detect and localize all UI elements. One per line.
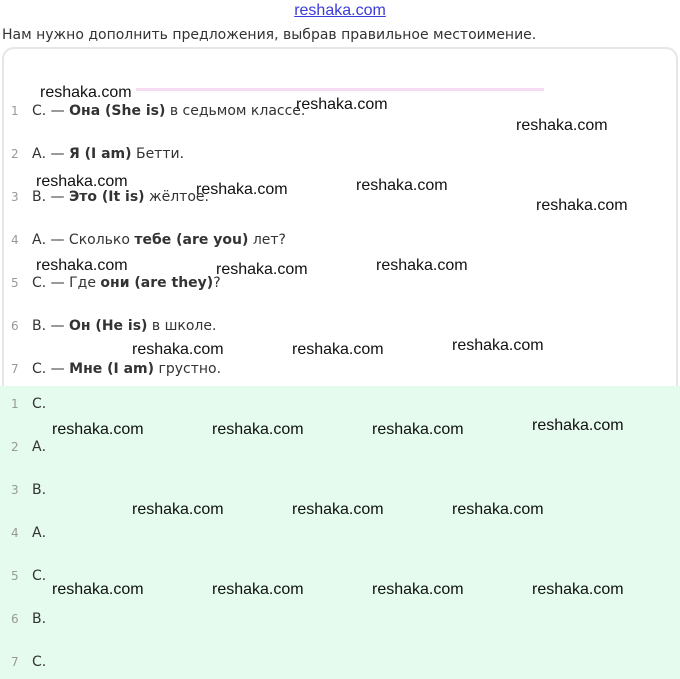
watermark: reshaka.com [216, 261, 308, 278]
watermark: reshaka.com [212, 581, 304, 598]
row-number: 6 [11, 612, 19, 626]
answer-text: С. [32, 568, 47, 584]
pronoun-answer: Он (He is) [68, 318, 148, 334]
row-number: 2 [11, 440, 19, 454]
question-suffix: жёлтое. [144, 189, 209, 205]
answer-text: А. [32, 439, 47, 455]
watermark: reshaka.com [36, 257, 128, 274]
highlight-line [136, 88, 544, 91]
answer-text: В. [32, 611, 47, 627]
question-suffix: ? [213, 275, 221, 291]
row-number: 4 [11, 526, 19, 540]
watermark: reshaka.com [36, 173, 128, 190]
watermark: reshaka.com [292, 341, 384, 358]
question-prefix: С. — [32, 103, 70, 119]
row-number: 7 [11, 655, 19, 669]
watermark: reshaka.com [376, 257, 468, 274]
question-prefix: С. — [32, 361, 70, 377]
question-suffix: в седьмом классе. [165, 103, 306, 119]
question-suffix: лет? [248, 232, 286, 248]
site-header-link[interactable]: reshaka.com [294, 2, 386, 19]
row-number: 3 [11, 190, 19, 204]
watermark: reshaka.com [212, 421, 304, 438]
pronoun-answer: Это (It is) [68, 189, 145, 205]
task-intro: Нам нужно дополнить предложения, выбрав правильное местоимение. [2, 27, 537, 43]
pronoun-answer: Я (I am) [68, 146, 132, 162]
watermark: reshaka.com [356, 177, 448, 194]
row-number: 6 [11, 319, 19, 333]
question-prefix: В. — [32, 318, 69, 334]
watermark: reshaka.com [452, 337, 544, 354]
watermark: reshaka.com [452, 501, 544, 518]
row-number: 4 [11, 233, 19, 247]
question-suffix: в школе. [147, 318, 217, 334]
watermark: reshaka.com [516, 117, 608, 134]
pronoun-answer: Мне (I am) [69, 361, 155, 377]
answer-text: С. [32, 654, 47, 670]
watermark: reshaka.com [536, 197, 628, 214]
watermark: reshaka.com [132, 501, 224, 518]
row-number: 5 [11, 276, 19, 290]
row-number: 1 [11, 104, 19, 118]
watermark: reshaka.com [40, 84, 132, 101]
watermark: reshaka.com [52, 421, 144, 438]
watermark: reshaka.com [532, 417, 624, 434]
pronoun-answer: они (are they) [100, 275, 214, 291]
question-suffix: Бетти. [131, 146, 185, 162]
pronoun-answer: Она (She is) [69, 103, 166, 119]
watermark: reshaka.com [52, 581, 144, 598]
question-prefix: А. — [32, 146, 69, 162]
watermark: reshaka.com [532, 581, 624, 598]
pronoun-answer: тебе (are you) [134, 232, 249, 248]
watermark: reshaka.com [132, 341, 224, 358]
row-number: 1 [11, 397, 19, 411]
row-number: 2 [11, 147, 19, 161]
watermark: reshaka.com [292, 501, 384, 518]
row-number: 7 [11, 362, 19, 376]
row-number: 5 [11, 569, 19, 583]
watermark: reshaka.com [196, 181, 288, 198]
answer-text: В. [32, 482, 47, 498]
row-number: 3 [11, 483, 19, 497]
question-prefix: А. — Сколько [32, 232, 135, 248]
watermark: reshaka.com [372, 421, 464, 438]
question-prefix: В. — [32, 189, 69, 205]
answer-text: С. [32, 396, 47, 412]
question-prefix: С. — Где [32, 275, 101, 291]
question-suffix: грустно. [154, 361, 222, 377]
watermark: reshaka.com [372, 581, 464, 598]
answer-text: А. [32, 525, 47, 541]
watermark: reshaka.com [296, 96, 388, 113]
